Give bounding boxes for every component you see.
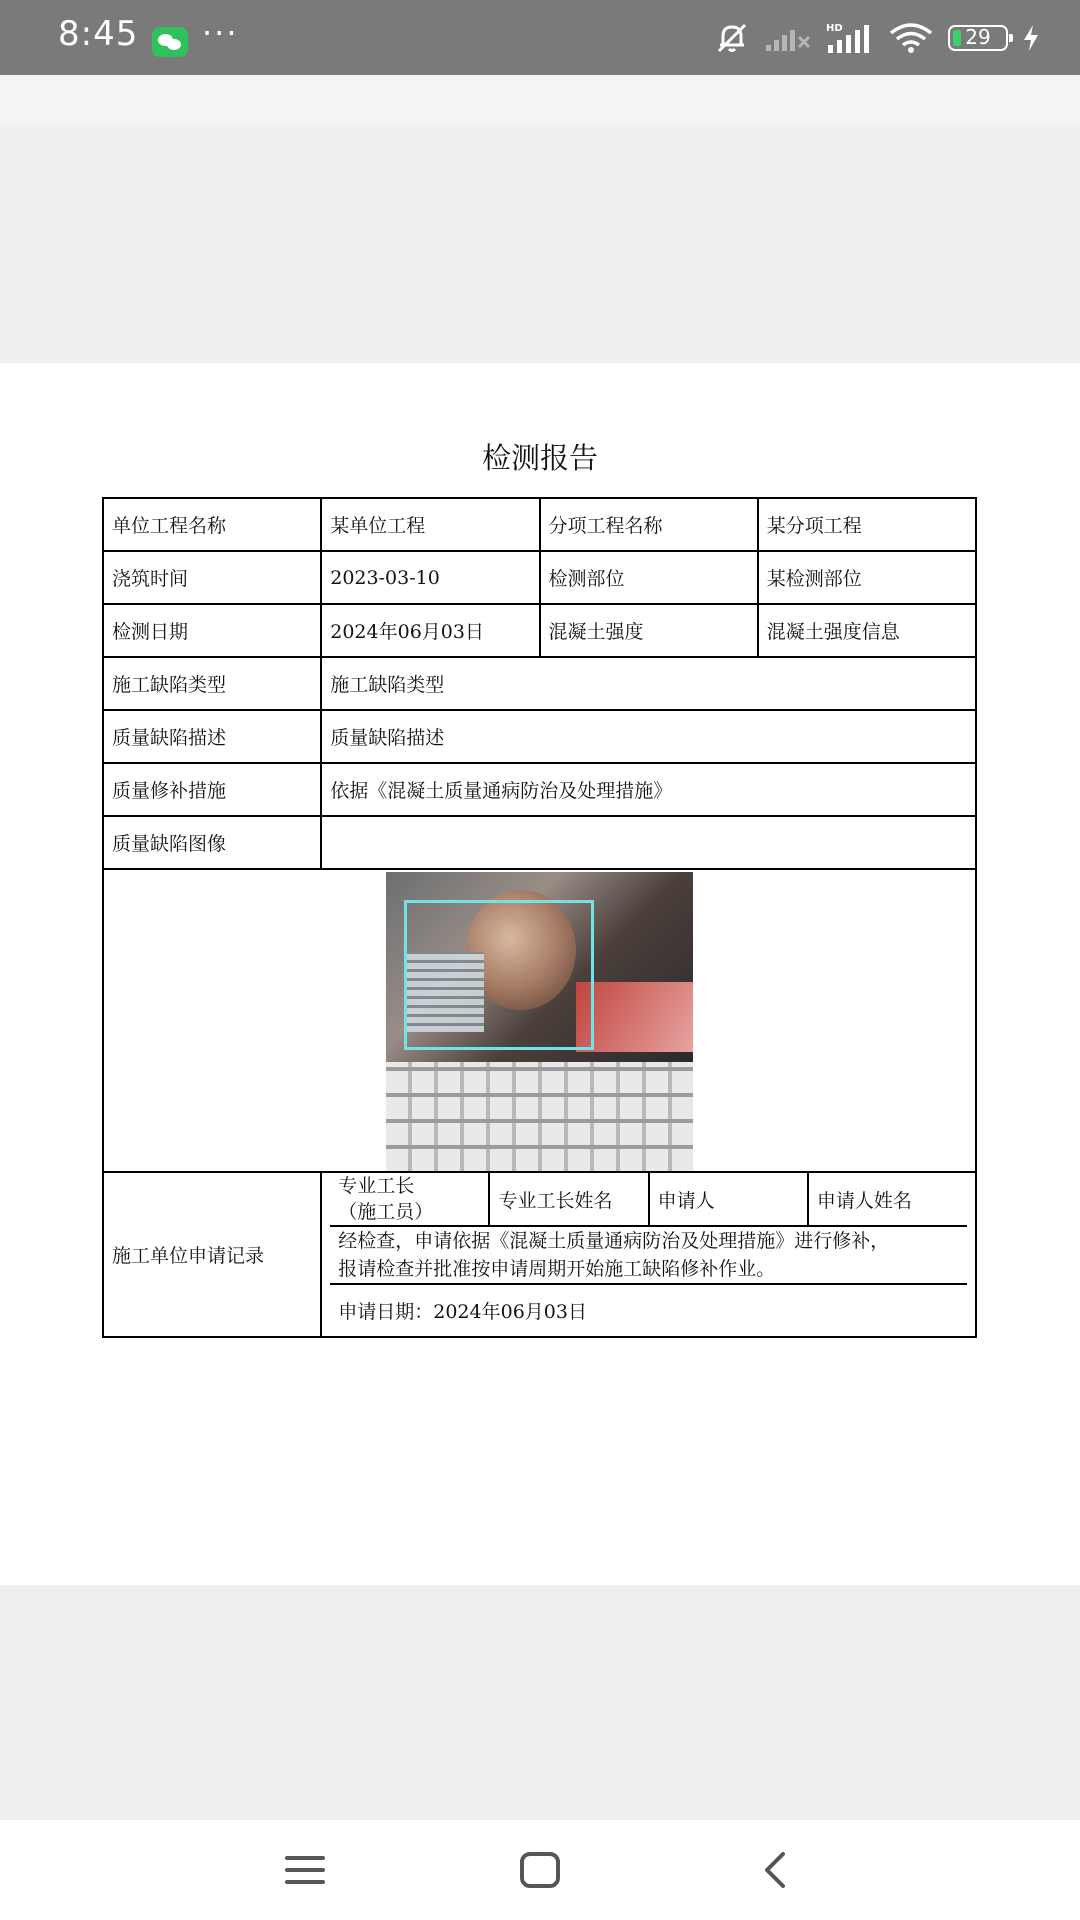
table-row [103,1172,976,1337]
report-title: 检测报告 [481,441,598,475]
applicant-label: 申请人 [649,1173,808,1226]
bottom-gray-band [0,1585,1080,1820]
repair-measures-value: 依据《混凝土质量通病防治及处理措施》 [321,763,976,816]
foreman-label [330,1173,489,1226]
home-button[interactable] [505,1838,575,1902]
defect-photo[interactable] [386,872,693,1171]
menu-icon [283,1852,327,1888]
defect-image-value [321,816,976,869]
detection-box [404,900,594,1050]
defect-description-value: 质量缺陷描述 [321,710,976,763]
inspection-date-value: 2024年06月03日 [321,604,539,657]
application-table [330,1173,967,1336]
unit-project-value: 某单位工程 [321,498,539,551]
statement-line2: 报请检查并批准按申请周期开始施工缺陷修补作业。 [338,1258,776,1280]
more-notifications-icon: ··· [202,14,239,52]
status-time: 8:45 [58,14,139,54]
status-icons [714,0,1040,75]
battery-icon [948,25,1008,51]
table-row [330,1226,967,1284]
inspection-location-label: 检测部位 [540,551,758,604]
sub-project-label: 分项工程名称 [540,498,758,551]
back-chevron-icon [759,1850,791,1890]
home-square-icon [518,1850,562,1890]
top-light-strip [0,75,1080,127]
pour-time-label: 浇筑时间 [103,551,321,604]
inspection-location-value: 某检测部位 [758,551,976,604]
back-button[interactable] [740,1838,810,1902]
charging-icon [1022,24,1040,52]
application-record-cell [321,1172,976,1337]
application-date: 申请日期：2024年06月03日 [330,1284,967,1336]
table-row [103,498,976,551]
photo-keyboard [386,1062,693,1171]
application-record-label: 施工单位申请记录 [103,1172,321,1337]
concrete-strength-value: 混凝土强度信息 [758,604,976,657]
statement-line1: 经检查，申请依据《混凝土质量通病防治及处理措施》进行修补， [338,1230,890,1252]
report-table [102,497,977,1338]
defect-image-cell [103,869,976,1172]
defect-image-label: 质量缺陷图像 [103,816,321,869]
table-row [103,816,976,869]
repair-measures-label: 质量修补措施 [103,763,321,816]
top-gray-band [0,75,1080,363]
unit-project-label: 单位工程名称 [103,498,321,551]
wechat-icon [152,27,188,57]
concrete-strength-label: 混凝土强度 [540,604,758,657]
menu-button[interactable] [270,1838,340,1902]
foreman-name: 专业工长姓名 [489,1173,648,1226]
bell-muted-icon [714,20,750,56]
navigation-bar [0,1820,1080,1920]
application-statement [330,1226,967,1284]
table-row [330,1173,967,1226]
applicant-name: 申请人姓名 [808,1173,967,1226]
defect-type-value: 施工缺陷类型 [321,657,976,710]
pour-time-value: 2023-03-10 [321,551,539,604]
status-bar [0,0,1080,75]
defect-type-label: 施工缺陷类型 [103,657,321,710]
defect-description-label: 质量缺陷描述 [103,710,321,763]
wifi-icon [888,21,934,55]
table-row [103,551,976,604]
table-row [103,710,976,763]
inspection-date-label: 检测日期 [103,604,321,657]
foreman-label-line1: 专业工长 [338,1175,415,1197]
table-row [103,763,976,816]
hd-signal-icon [826,21,874,55]
foreman-label-line2: （施工员） [338,1201,434,1223]
table-row [330,1284,967,1336]
table-row [103,869,976,1172]
table-row [103,604,976,657]
sub-project-value: 某分项工程 [758,498,976,551]
signal-off-icon [764,23,812,53]
svg-text:HD: HD [826,22,843,34]
battery-level: 29 [965,24,991,49]
table-row [103,657,976,710]
